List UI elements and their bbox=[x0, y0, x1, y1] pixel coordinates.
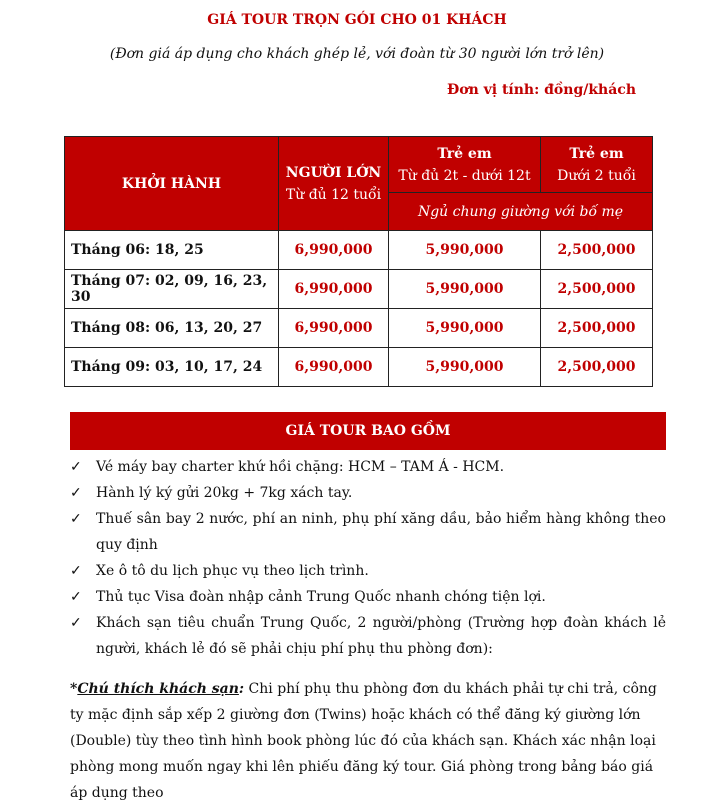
row-month: Tháng 07: 02, 09, 16, 23, 30 bbox=[65, 270, 279, 309]
check-icon: ✓ bbox=[70, 615, 82, 631]
header-child-sub: Từ đủ 2t - dưới 12t bbox=[398, 167, 531, 184]
hotel-note bbox=[70, 676, 666, 806]
row-infant-price: 2,500,000 bbox=[541, 270, 653, 309]
hotel-note-label bbox=[70, 681, 244, 697]
row-child-price: 5,990,000 bbox=[389, 309, 541, 348]
list-item-text: Thuế sân bay 2 nước, phí an ninh, phụ phí xăng dầu, bảo hiểm hàng không theo quy định bbox=[96, 511, 666, 553]
row-child-price: 5,990,000 bbox=[389, 348, 541, 387]
header-adult bbox=[279, 137, 389, 231]
list-item-text: Vé máy bay charter khứ hồi chặng: HCM – TAM Á - HCM. bbox=[96, 459, 505, 475]
row-child-price: 5,990,000 bbox=[389, 231, 541, 270]
hotel-note-text: Chi phí phụ thu phòng đơn du khách phải tự chi trả, công ty mặc định sắp xếp 2 giường đơn (Twins) hoặc khách có thể đăng ký giường lớn (Double) tùy theo tình hình book phòng lúc đó của khách sạn. Khách xác nhận loại phòng mong muốn ngay khi lên phiếu đăng ký tour. Giá phòng trong bảng báo giá áp dụng theo bbox=[70, 681, 657, 801]
header-infant-sub: Dưới 2 tuổi bbox=[557, 167, 636, 184]
list-item-text: Khách sạn tiêu chuẩn Trung Quốc, 2 người/phòng (Trường hợp đoàn khách lẻ người, khách lẻ đó sẽ phải chịu phí phụ thu phòng đơn): bbox=[96, 615, 666, 657]
list-item bbox=[70, 454, 666, 480]
header-infant-label: Trẻ em bbox=[569, 145, 624, 162]
list-item-text: Thủ tục Visa đoàn nhập cảnh Trung Quốc nhanh chóng tiện lợi. bbox=[96, 589, 546, 605]
list-item-text: Hành lý ký gửi 20kg + 7kg xách tay. bbox=[96, 485, 353, 501]
check-icon: ✓ bbox=[70, 589, 82, 605]
check-icon: ✓ bbox=[70, 563, 82, 579]
row-month: Tháng 09: 03, 10, 17, 24 bbox=[65, 348, 279, 387]
includes-list bbox=[70, 454, 666, 662]
row-adult-price: 6,990,000 bbox=[279, 348, 389, 387]
header-child-label: Trẻ em bbox=[437, 145, 492, 162]
hotel-note-colon: : bbox=[238, 681, 245, 697]
header-adult-label: NGƯỜI LỚN bbox=[285, 164, 382, 181]
row-month: Tháng 06: 18, 25 bbox=[65, 231, 279, 270]
price-table bbox=[64, 136, 653, 387]
table-row bbox=[65, 309, 653, 348]
price-unit: Đơn vị tính: đồng/khách bbox=[447, 82, 636, 98]
row-month: Tháng 08: 06, 13, 20, 27 bbox=[65, 309, 279, 348]
page-title: GIÁ TOUR TRỌN GÓI CHO 01 KHÁCH bbox=[207, 12, 507, 28]
row-infant-price: 2,500,000 bbox=[541, 309, 653, 348]
header-depart: KHỞI HÀNH bbox=[65, 137, 279, 231]
check-icon: ✓ bbox=[70, 459, 82, 475]
header-bed-note: Ngủ chung giường với bố mẹ bbox=[389, 193, 653, 231]
row-infant-price: 2,500,000 bbox=[541, 348, 653, 387]
row-adult-price: 6,990,000 bbox=[279, 231, 389, 270]
hotel-note-title: Chú thích khách sạn bbox=[77, 681, 239, 697]
check-icon: ✓ bbox=[70, 485, 82, 501]
header-infant bbox=[541, 137, 653, 193]
header-child bbox=[389, 137, 541, 193]
row-adult-price: 6,990,000 bbox=[279, 309, 389, 348]
header-adult-sub: Từ đủ 12 tuổi bbox=[285, 186, 382, 203]
list-item bbox=[70, 584, 666, 610]
page-subtitle: (Đơn giá áp dụng cho khách ghép lẻ, với đoàn từ 30 người lớn trở lên) bbox=[109, 46, 605, 62]
list-item-text: Xe ô tô du lịch phục vụ theo lịch trình. bbox=[96, 563, 369, 579]
list-item bbox=[70, 506, 666, 558]
table-row bbox=[65, 231, 653, 270]
includes-heading: GIÁ TOUR BAO GỒM bbox=[70, 412, 666, 450]
row-child-price: 5,990,000 bbox=[389, 270, 541, 309]
check-icon: ✓ bbox=[70, 511, 82, 527]
hotel-note-prefix: * bbox=[70, 681, 78, 697]
table-row bbox=[65, 348, 653, 387]
row-infant-price: 2,500,000 bbox=[541, 231, 653, 270]
row-adult-price: 6,990,000 bbox=[279, 270, 389, 309]
list-item bbox=[70, 610, 666, 662]
list-item bbox=[70, 480, 666, 506]
list-item bbox=[70, 558, 666, 584]
table-row bbox=[65, 270, 653, 309]
